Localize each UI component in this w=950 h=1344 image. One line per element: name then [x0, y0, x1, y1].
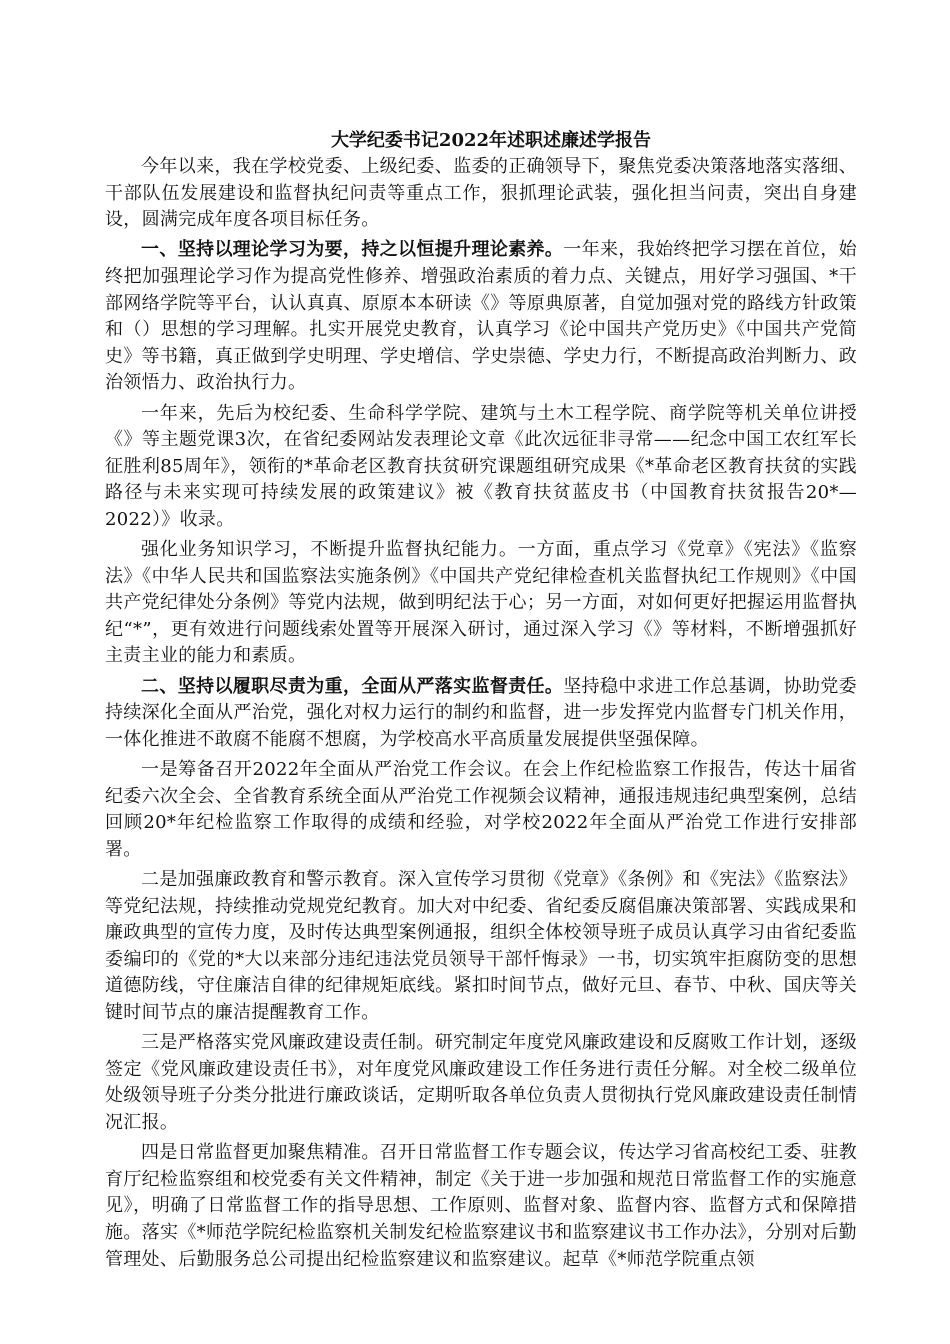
paragraph-business-study: 强化业务知识学习，不断提升监督执纪能力。一方面，重点学习《党章》《宪法》《监察法》《中华人民共和国监察法实施条例》《中国共产党纪律检查机关监督执纪工作规则》《中国共产党纪律处分条例》等党内法规，做到明纪法于心；另一方面，对如何更好把握运用监督执纪“*”，更有效进行问题线索处置等开展深入研讨，通过深入学习《》等材料，不断增强抓好主责主业的能力和素质。 — [105, 539, 857, 667]
section-heading: 二、坚持以履职尽责为重，全面从严落实监督责任。 — [141, 675, 564, 697]
paragraph-item-two: 二是加强廉政教育和警示教育。深入宣传学习贯彻《党章》《条例》和《宪法》《监察法》等党纪法规，持续推动党规党纪教育。加大对中纪委、省纪委反腐倡廉决策部署、实践成果和廉政典型的宣传力度，及时传达典型案例通报，组织全体校领导班子成员认真学习由省纪委监委编印的《党的*大以来部分违纪违法党员领导干部忏悔录》一书，切实筑牢拒腐防变的思想道德防线，守住廉洁自律的纪律规矩底线。紧扣时间节点，做好元旦、春节、中秋、国庆等关键时间节点的廉洁提醒教育工作。 — [105, 869, 857, 1023]
document-title: 大学纪委书记2022年述职述廉述学报告 — [330, 130, 652, 151]
paragraph-section-one: 一、坚持以理论学习为要，持之以恒提升理论素养。一年来，我始终把学习摆在首位，始终把加强理论学习作为提高党性修养、增强政治素质的着力点、关键点，用好学习强国、*干部网络学院等平台，认认真真、原原本本研读《》等原典原著，自觉加强对党的路线方针政策和（）思想的学习理解。扎实开展党史教育，认真学习《论中国共产党历史》《中国共产党简史》等书籍，真正做到学史明理、学史增信、学史崇德、学史力行，不断提高政治判断力、政治领悟力、政治执行力。 — [105, 239, 857, 394]
document-page — [105, 128, 857, 1273]
section-heading: 一、坚持以理论学习为要，持之以恒提升理论素养。 — [141, 239, 564, 261]
paragraph-intro: 今年以来，我在学校党委、上级纪委、监委的正确领导下，聚焦党委决策落地落实落细、干部队伍发展建设和监督执纪问责等重点工作，狠抓理论武装，强化担当问责，突出自身建设，圆满完成年度各项目标任务。 — [105, 156, 857, 231]
document-body — [105, 154, 857, 1273]
paragraph-section-two: 二、坚持以履职尽责为重，全面从严落实监督责任。坚持稳中求进工作总基调，协助党委持续深化全面从严治党，强化对权力运行的制约和监督，进一步发挥党内监督专门机关作用，一体化推进不敢腐不能腐不想腐，为学校高水平高质量发展提供坚强保障。 — [105, 675, 857, 750]
paragraph-lectures: 一年来，先后为校纪委、生命科学学院、建筑与土木工程学院、商学院等机关单位讲授《》等主题党课3次，在省纪委网站发表理论文章《此次远征非寻常——纪念中国工农红军长征胜利85周年》，领衔的*革命老区教育扶贫研究课题组研究成果《*革命老区教育扶贫的实践路径与未来实现可持续发展的政策建议》被《教育扶贫蓝皮书（中国教育扶贫报告20*—2022）》收录。 — [105, 402, 857, 530]
paragraph-item-one: 一是筹备召开2022年全面从严治党工作会议。在会上作纪检监察工作报告，传达十届省纪委六次全会、全省教育系统全面从严治党工作视频会议精神，通报违规违纪典型案例，总结回顾20*年纪检监察工作取得的成绩和经验，对学校2022年全面从严治党工作进行安排部署。 — [105, 759, 857, 860]
paragraph-item-four: 四是日常监督更加聚焦精准。召开日常监督工作专题会议，传达学习省高校纪工委、驻教育厅纪检监察组和校党委有关文件精神，制定《关于进一步加强和规范日常监督工作的实施意见》，明确了日常监督工作的指导思想、工作原则、监督对象、监督内容、监督方式和保障措施。落实《*师范学院纪检监察机关制发纪检监察建议书和监察建议书工作办法》，分别对后勤管理处、后勤服务总公司提出纪检监察建议和监察建议。起草《*师范学院重点领 — [105, 1142, 857, 1270]
paragraph-item-three: 三是严格落实党风廉政建设责任制。研究制定年度党风廉政建设和反腐败工作计划，逐级签定《党风廉政建设责任书》，对年度党风廉政建设工作任务进行责任分解。对全校二级单位处级领导班子分类分批进行廉政谈话，定期听取各单位负责人贯彻执行党风廉政建设责任制情况汇报。 — [105, 1032, 857, 1133]
